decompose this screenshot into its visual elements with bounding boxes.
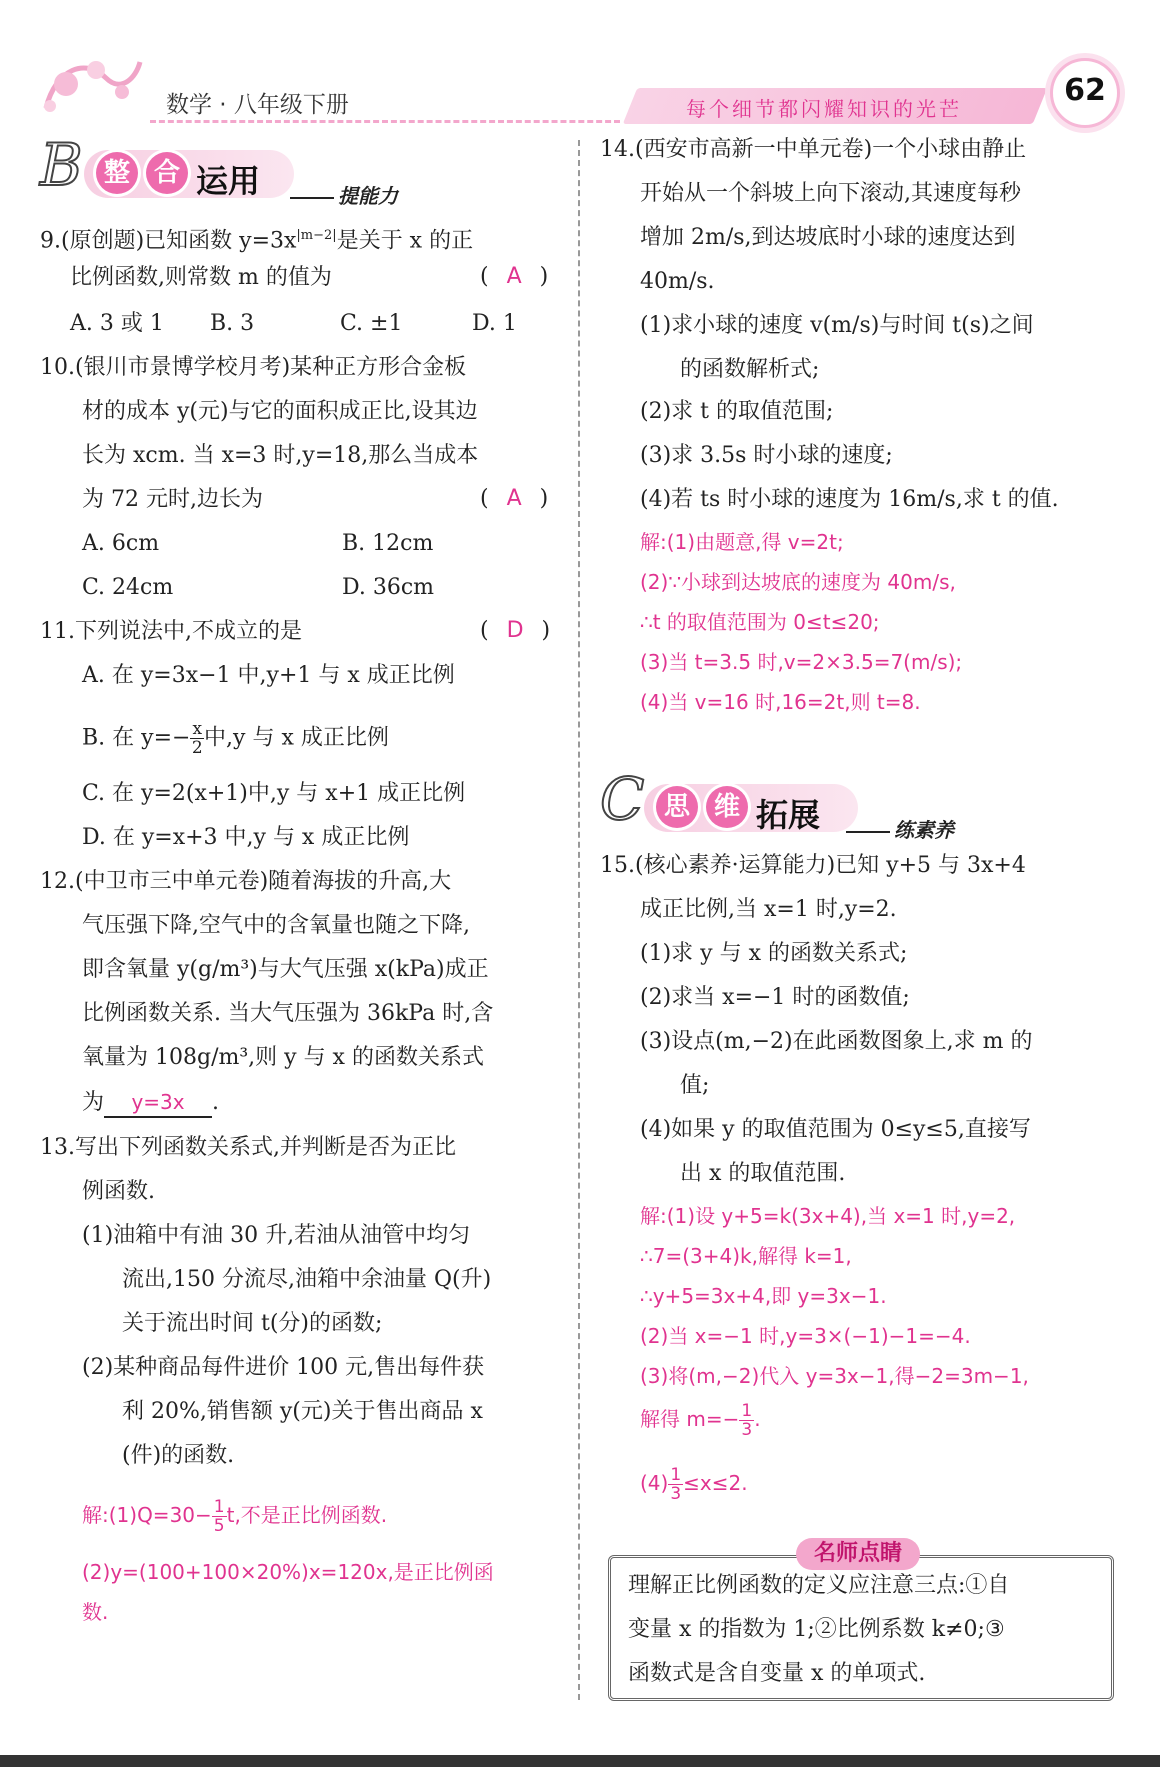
q10-option-b: B. 12cm bbox=[342, 531, 434, 556]
q14-line: 的函数解析式; bbox=[680, 357, 820, 382]
q14-line: (1)求小球的速度 v(m/s)与时间 t(s)之间 bbox=[640, 313, 1034, 338]
column-divider bbox=[578, 140, 580, 1700]
section-b-letter: B bbox=[40, 131, 83, 199]
q14-line: 开始从一个斜坡上向下滚动,其速度每秒 bbox=[640, 181, 1021, 206]
section-c-tag: 练素养 bbox=[846, 814, 954, 843]
q9-option-d: D. 1 bbox=[472, 311, 517, 336]
q15-solution-line: 解:(1)设 y+5=k(3x+4),当 x=1 时,y=2, bbox=[640, 1204, 1016, 1228]
q10-line: 10.(银川市景博学校月考)某种正方形合金板 bbox=[40, 355, 467, 380]
q10-line: 长为 xcm. 当 x=3 时,y=18,那么当成本 bbox=[82, 443, 479, 468]
q10-option-d: D. 36cm bbox=[342, 575, 435, 600]
book-subject: 数学 · 八年级下册 bbox=[166, 92, 349, 118]
q14-line: 14.(西安市高新一中单元卷)一个小球由静止 bbox=[600, 137, 1027, 162]
section-b-char2: 合 bbox=[146, 152, 188, 194]
teacher-tips-label: 名师点睛 bbox=[796, 1538, 920, 1570]
q10-answer-paren: ( A ) bbox=[480, 486, 549, 511]
q12-last-line: 为 y=3x . bbox=[82, 1088, 219, 1118]
q11-answer: D bbox=[506, 618, 524, 643]
q13-line: 13.写出下列函数关系式,并判断是否为正比 bbox=[40, 1135, 456, 1160]
q9-option-c: C. ±1 bbox=[340, 311, 403, 336]
q13-line: 利 20%,销售额 y(元)关于售出商品 x bbox=[122, 1399, 483, 1424]
floral-ornament-icon bbox=[36, 48, 146, 120]
q15-line: (3)设点(m,−2)在此函数图象上,求 m 的 bbox=[640, 1029, 1033, 1054]
q15-line: 成正比例,当 x=1 时,y=2. bbox=[640, 897, 897, 922]
fraction: $\frac{x}{2}$ bbox=[191, 719, 203, 758]
section-b-tag: 提能力 bbox=[290, 180, 398, 209]
q10-option-a: A. 6cm bbox=[82, 531, 160, 556]
q14-line: (4)若 ts 时小球的速度为 16m/s,求 t 的值. bbox=[640, 487, 1059, 512]
q9-line2: 比例函数,则常数 m 的值为 bbox=[70, 265, 332, 290]
q14-solution-line: (3)当 t=3.5 时,v=2×3.5=7(m/s); bbox=[640, 650, 963, 674]
q14-line: 40m/s. bbox=[640, 269, 715, 294]
q15-line: (1)求 y 与 x 的函数关系式; bbox=[640, 941, 908, 966]
q14-solution-line: (2)∵小球到达坡底的速度为 40m/s, bbox=[640, 570, 956, 594]
q13-line: 流出,150 分流尽,油箱中余油量 Q(升) bbox=[122, 1267, 492, 1292]
q10-line: 材的成本 y(元)与它的面积成正比,设其边 bbox=[82, 399, 478, 424]
q10-line: 为 72 元时,边长为 bbox=[82, 487, 263, 512]
q9-answer-paren: ( A ) bbox=[480, 264, 549, 289]
q11-option-c: C. 在 y=2(x+1)中,y 与 x+1 成正比例 bbox=[82, 781, 466, 806]
page-bottom-edge bbox=[0, 1755, 1160, 1767]
q15-solution-line: ∴7=(3+4)k,解得 k=1, bbox=[640, 1244, 852, 1268]
q10-answer: A bbox=[506, 486, 522, 511]
q15-line: (2)求当 x=−1 时的函数值; bbox=[640, 985, 910, 1010]
q11-option-d: D. 在 y=x+3 中,y 与 x 成正比例 bbox=[82, 825, 410, 850]
q12-line: 即含氧量 y(g/m³)与大气压强 x(kPa)成正 bbox=[82, 957, 489, 982]
section-c-char1: 思 bbox=[656, 786, 698, 828]
section-b-title: 运用 bbox=[196, 162, 261, 200]
q15-solution-4: (4) $\frac{1}{3}$ ≤x≤2. bbox=[640, 1465, 748, 1504]
section-c-letter: C bbox=[600, 765, 645, 833]
q14-line: 增加 2m/s,到达坡底时小球的速度达到 bbox=[640, 225, 1016, 250]
q11-option-b: B. 在 y=− $\frac{x}{2}$ 中,y 与 x 成正比例 bbox=[82, 719, 389, 758]
q15-line: 值; bbox=[680, 1073, 710, 1098]
q13-solution-2b: 数. bbox=[82, 1600, 109, 1624]
q15-solution-m: 解得 m=− $\frac{1}{3}$ . bbox=[640, 1401, 761, 1440]
q14-solution-line: (4)当 v=16 时,16=2t,则 t=8. bbox=[640, 690, 921, 714]
q11-option-a: A. 在 y=3x−1 中,y+1 与 x 成正比例 bbox=[82, 663, 455, 688]
q11-answer-paren: ( D ) bbox=[480, 618, 551, 643]
tips-line: 变量 x 的指数为 1;②比例系数 k≠0;③ bbox=[628, 1617, 1005, 1642]
q12-line: 气压强下降,空气中的含氧量也随之下降, bbox=[82, 913, 470, 938]
q15-solution-line: (2)当 x=−1 时,y=3×(−1)−1=−4. bbox=[640, 1324, 971, 1348]
tips-line: 理解正比例函数的定义应注意三点:①自 bbox=[628, 1573, 1010, 1598]
section-c-char2: 维 bbox=[706, 786, 748, 828]
q10-option-c: C. 24cm bbox=[82, 575, 174, 600]
section-b-char1: 整 bbox=[96, 152, 138, 194]
motto-text: 每个细节都闪耀知识的光芒 bbox=[686, 97, 962, 121]
q13-line: 例函数. bbox=[82, 1179, 155, 1204]
q13-line: 关于流出时间 t(分)的函数; bbox=[122, 1311, 383, 1336]
q14-solution-line: 解:(1)由题意,得 v=2t; bbox=[640, 530, 844, 554]
q9-option-a: A. 3 或 1 bbox=[70, 311, 164, 336]
q9-option-b: B. 3 bbox=[210, 311, 255, 336]
q12-line: 12.(中卫市三中单元卷)随着海拔的升高,大 bbox=[40, 869, 452, 894]
q13-line: (2)某种商品每件进价 100 元,售出每件获 bbox=[82, 1355, 485, 1380]
q14-line: (3)求 3.5s 时小球的速度; bbox=[640, 443, 893, 468]
q13-solution-1: 解:(1)Q=30− $\frac{1}{5}$ t,不是正比例函数. bbox=[82, 1497, 388, 1536]
q13-line: (件)的函数. bbox=[122, 1443, 235, 1468]
section-c-title: 拓展 bbox=[756, 796, 821, 834]
q14-line: (2)求 t 的取值范围; bbox=[640, 399, 834, 424]
q13-line: (1)油箱中有油 30 升,若油从油管中均匀 bbox=[82, 1223, 471, 1248]
q12-answer-blank: y=3x bbox=[104, 1088, 212, 1118]
q15-solution-line: (3)将(m,−2)代入 y=3x−1,得−2=3m−1, bbox=[640, 1364, 1029, 1388]
q9-line1: 9.(原创题)已知函数 $y=3x^{|m-2|}$是关于 x 的正 bbox=[40, 228, 474, 254]
q15-solution-line: ∴y+5=3x+4,即 y=3x−1. bbox=[640, 1284, 887, 1308]
q12-line: 比例函数关系. 当大气压强为 36kPa 时,含 bbox=[82, 1001, 494, 1026]
q13-solution-2a: (2)y=(100+100×20%)x=120x,是正比例函 bbox=[82, 1560, 494, 1584]
q12-line: 氧量为 108g/m³,则 y 与 x 的函数关系式 bbox=[82, 1045, 484, 1070]
tips-line: 函数式是含自变量 x 的单项式. bbox=[628, 1661, 926, 1686]
page-number: 62 bbox=[1050, 58, 1120, 128]
q15-line: (4)如果 y 的取值范围为 0≤y≤5,直接写 bbox=[640, 1117, 1031, 1142]
q14-solution-line: ∴t 的取值范围为 0≤t≤20; bbox=[640, 610, 880, 634]
q9-answer: A bbox=[506, 264, 522, 289]
q11-stem: 11.下列说法中,不成立的是 bbox=[40, 619, 302, 644]
q15-line: 15.(核心素养·运算能力)已知 y+5 与 3x+4 bbox=[600, 853, 1026, 878]
q15-line: 出 x 的取值范围. bbox=[680, 1161, 846, 1186]
header-divider bbox=[150, 120, 620, 123]
